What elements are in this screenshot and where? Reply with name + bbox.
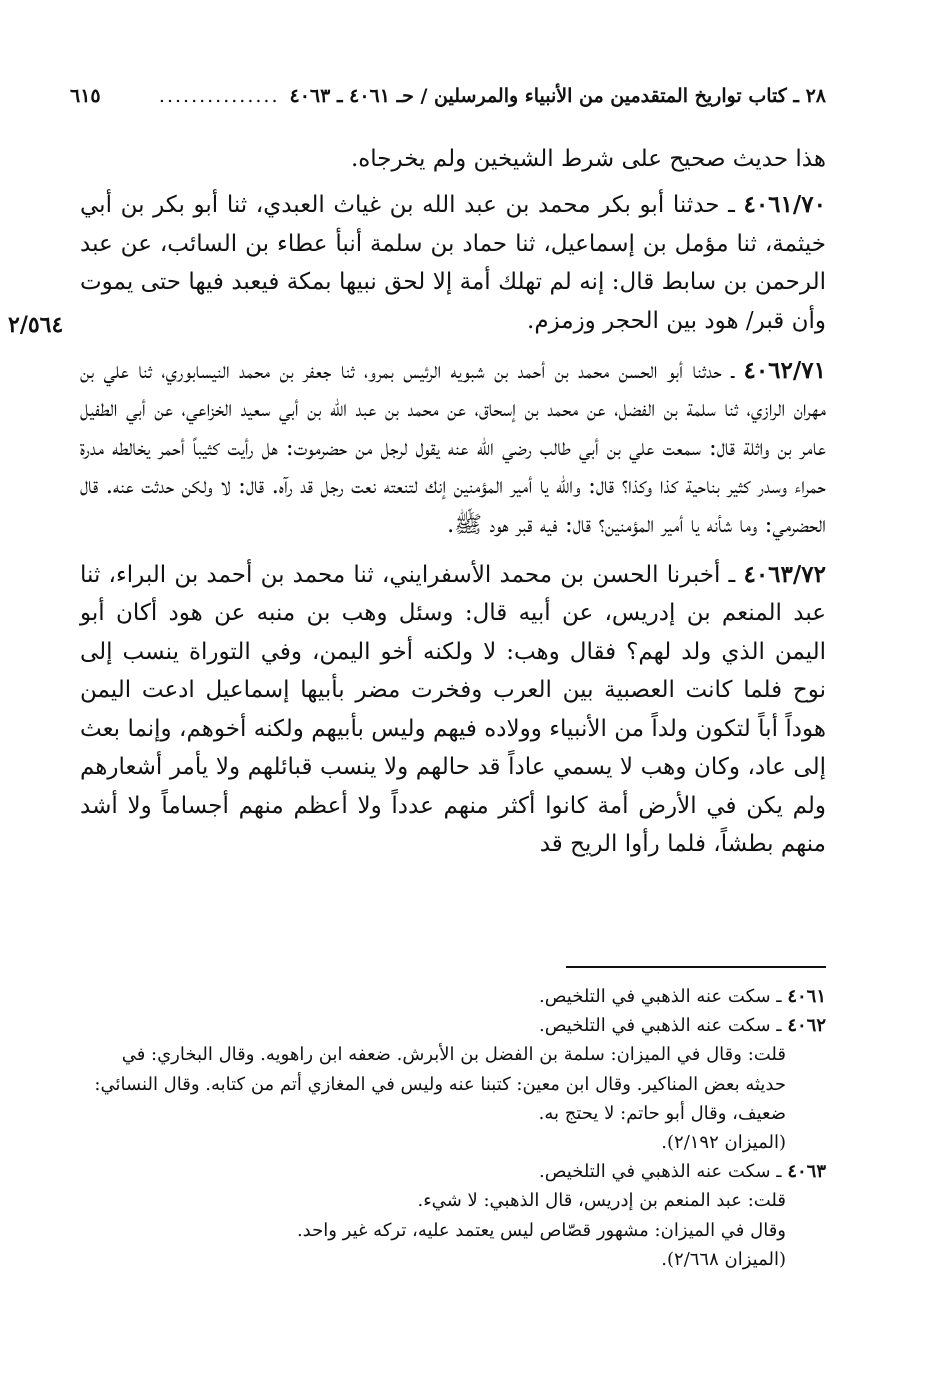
hadith-number: ٤٠٦١/٧٠ <box>743 191 826 219</box>
intro-paragraph: هذا حديث صحيح على شرط الشيخين ولم يخرجاه. <box>350 146 826 172</box>
footnote-number: ٤٠٦٢ <box>787 1015 826 1037</box>
footnote-number: ٤٠٦١ <box>787 986 826 1007</box>
footnote-title: ـ سكت عنه الذهبي في التلخيص. <box>539 986 782 1007</box>
running-header <box>70 78 826 114</box>
running-title: ٢٨ ـ كتاب تواريخ المتقدمين من الأنبياء والمرسلين / حـ ٤٠٦١ ـ ٤٠٦٣ <box>289 85 826 107</box>
hadith-4062 <box>80 352 826 544</box>
hadith-4063 <box>80 556 826 863</box>
footnote-divider <box>566 966 826 968</box>
footnote-title: ـ سكت عنه الذهبي في التلخيص. <box>539 1015 782 1037</box>
hadith-text: ـ حدثنا أبو الحسن محمد بن أحمد بن شبويه الرئيس بمرو، ثنا جعفر بن محمد النيسابوري، ثنا علي بن مهران الرازي، ثنا سلمة بن الفضل، عن محمد بن إسحاق، عن محمد بن عبد الله بن أبي سعيد الخزاعي، عن أبي الطفيل عامر بن واثلة قال: سمعت علي بن أبي طالب رضي الله عنه يقول لرجل من حضرموت: هل رأيت كثيباً أحمر يخالطه مدرة حمراء وسدر كثير بناحية كذا وكذا؟ قال: والله يا أمير المؤمنين إنك لتنعته نعت رجل قد رآه. قال: لا ولكن حدثت عنه. قال الحضرمي: وما شأنه يا أمير المؤمنين؟ قال: فيه قبر هود ﷺ. <box>80 358 826 538</box>
footnote-line: (الميزان ٢/١٩٢). <box>661 1132 786 1154</box>
footnote-line: قلت: وقال في الميزان: سلمة بن الفضل بن الأبرش. ضعفه ابن راهويه. وقال البخاري: في حديثه بعض المناكير. وقال ابن معين: كتبنا عنه وليس في المغازي أتم من كتابه. وقال النسائي: ضعيف، وقال أبو حاتم: لا يحتج به. <box>94 1044 786 1124</box>
main-text <box>80 140 826 875</box>
hadith-text: ـ أخبرنا الحسن بن محمد الأسفرايني، ثنا محمد بن أحمد بن البراء، ثنا عبد المنعم بن إدريس، عن أبيه قال: وسئل وهب بن منبه عن هود أكان أبو اليمن الذي ولد لهم؟ فقال وهب: لا ولكنه أخو اليمن، وفي التوراة ينسب إلى نوح فلما كانت العصبية بين العرب وفخرت مضر بأبيها إسماعيل ادعت اليمن هوداً أباً لتكون ولداً من الأنبياء وولاده فيهم وليس بأبيهم ولكنه أخوهم، وإنما بعث إلى عاد، وكان وهب لا يسمي عاداً قد حالهم ولا ينسب قبائلهم ولا يأمر أشعارهم ولم يكن في الأرض أمة كانوا أكثر منهم عدداً ولا أعظم منهم أجساماً ولا أشد منهم بطشاً، فلما رأوا الريح قد <box>80 562 827 857</box>
footnote-4063 <box>80 1157 826 1186</box>
hadith-number: ٤٠٦٢/٧١ <box>743 357 826 385</box>
leader-dots: ............... <box>158 85 280 107</box>
hadith-4061 <box>80 186 826 340</box>
hadith-number: ٤٠٦٣/٧٢ <box>743 561 826 589</box>
footnote-number: ٤٠٦٣ <box>787 1161 826 1183</box>
hadith-text: ـ حدثنا أبو بكر محمد بن عبد الله بن غياث العبدي، ثنا أبو بكر بن أبي خيثمة، ثنا مؤمل بن إسماعيل، ثنا حماد بن سلمة أنبأ عطاء بن السائب، عن عبد الرحمن بن سابط قال: إنه لم تهلك أمة إلا لحق نبيها بمكة فيعبد فيها حتى يموت وأن قبر/ هود بين الحجر وزمزم. <box>80 192 826 334</box>
footnote-title: ـ سكت عنه الذهبي في التلخيص. <box>539 1161 782 1183</box>
footnote-line: قلت: عبد المنعم بن إدريس، قال الذهبي: لا شيء. <box>417 1190 786 1212</box>
footnote-4062 <box>80 1011 826 1040</box>
footnote-4061 <box>80 982 826 1011</box>
footnotes <box>80 982 826 1274</box>
page-number: ٦١٥ <box>70 85 101 107</box>
footnote-line: وقال في الميزان: مشهور قصّاص ليس يعتمد عليه، تركه غير واحد. <box>296 1219 786 1241</box>
footnote-line: (الميزان ٢/٦٦٨). <box>661 1248 786 1270</box>
margin-reference: ٢/٥٦٤ <box>8 312 64 338</box>
